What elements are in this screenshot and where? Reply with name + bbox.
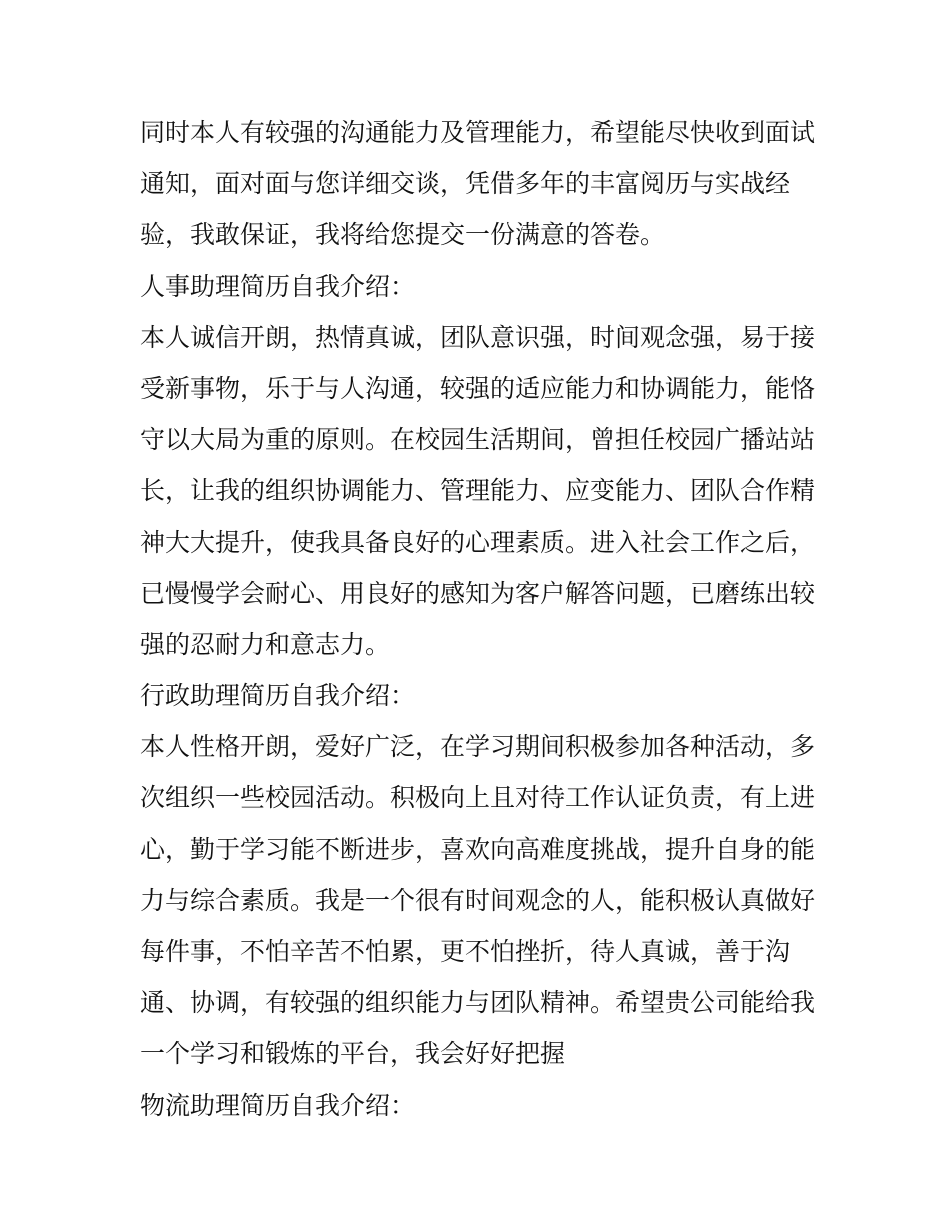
text-line: 同时本人有较强的沟通能力及管理能力，希望能尽快收到面试 bbox=[140, 118, 816, 147]
text-line: 本人诚信开朗，热情真诚，团队意识强，时间观念强，易于接 bbox=[140, 322, 816, 352]
text-line: 每件事，不怕辛苦不怕累，更不怕挫折，待人真诚，善于沟 bbox=[140, 937, 791, 966]
section-heading-admin-assistant: 行政助理简历自我介绍： bbox=[140, 681, 416, 711]
text-line: 长，让我的组织协调能力、管理能力、应变能力、团队合作精 bbox=[140, 476, 816, 506]
text-line: 受新事物，乐于与人沟通，较强的适应能力和协调能力，能恪 bbox=[140, 373, 816, 403]
text-line: 次组织一些校园活动。积极向上且对待工作认证负责，有上进 bbox=[140, 783, 816, 813]
text-line: 本人性格开朗，爱好广泛，在学习期间积极参加各种活动，多 bbox=[140, 732, 816, 762]
text-line: 通、协调，有较强的组织能力与团队精神。希望贵公司能给我 bbox=[140, 988, 816, 1018]
text-line: 力与综合素质。我是一个很有时间观念的人，能积极认真做好 bbox=[140, 885, 816, 915]
text-line: 验，我敢保证，我将给您提交一份满意的答卷。 bbox=[140, 220, 666, 250]
text-line: 一个学习和锻炼的平台，我会好好把握 bbox=[140, 1039, 566, 1069]
text-line: 心，勤于学习能不断进步，喜欢向高难度挑战，提升自身的能 bbox=[140, 834, 816, 864]
section-heading-hr-assistant: 人事助理简历自我介绍： bbox=[140, 271, 416, 301]
text-line: 已慢慢学会耐心、用良好的感知为客户解答问题，已磨练出较 bbox=[140, 578, 816, 608]
document-body bbox=[140, 107, 820, 1131]
text-line: 强的忍耐力和意志力。 bbox=[140, 629, 391, 659]
section-heading-logistics-assistant: 物流助理简历自我介绍： bbox=[140, 1090, 416, 1120]
text-line: 神大大提升，使我具备良好的心理素质。进入社会工作之后， bbox=[140, 527, 816, 557]
text-line: 通知，面对面与您详细交谈，凭借多年的丰富阅历与实战经 bbox=[140, 169, 791, 199]
text-line: 守以大局为重的原则。在校园生活期间，曾担任校园广播站站 bbox=[140, 425, 816, 455]
